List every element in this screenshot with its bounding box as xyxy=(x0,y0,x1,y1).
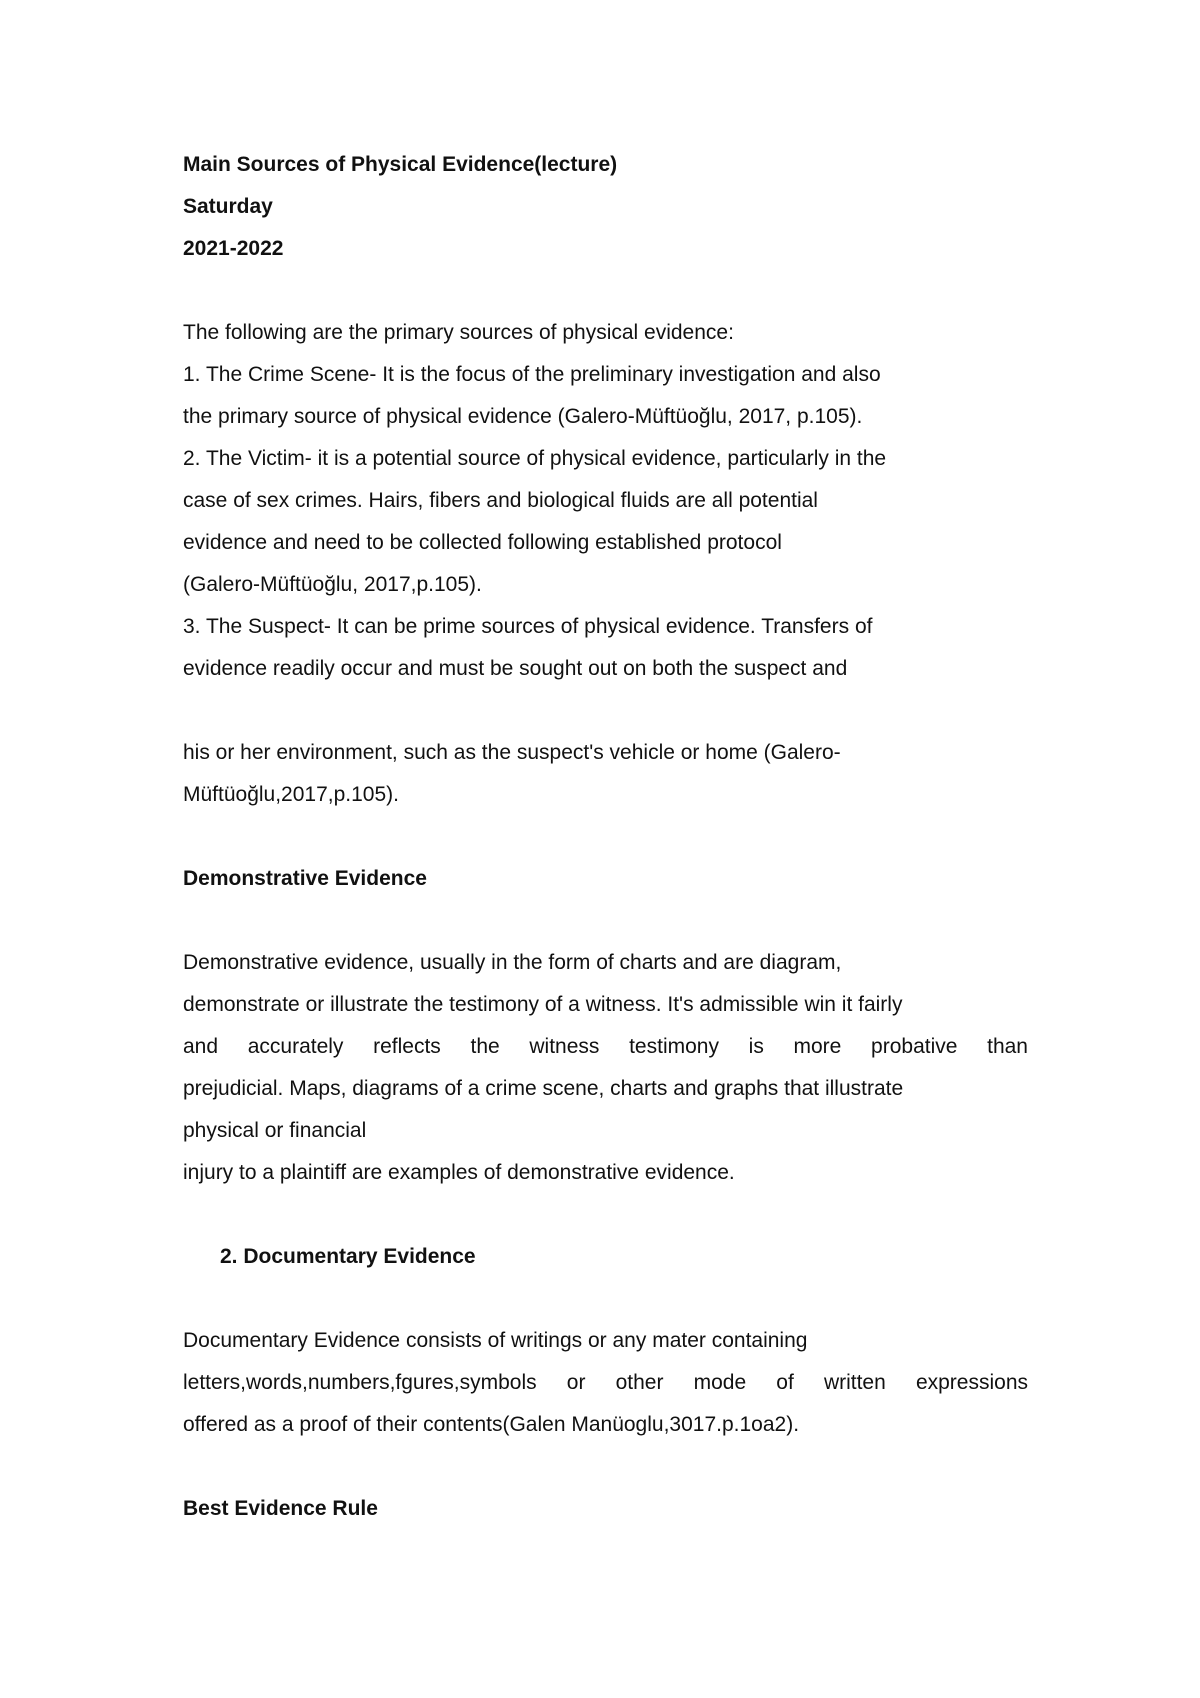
demonstrative-paragraph-line: prejudicial. Maps, diagrams of a crime scene, charts and graphs that illustrate xyxy=(183,1077,904,1100)
year-label: 2021-2022 xyxy=(183,237,284,260)
source-item-suspect-cont-3: Müftüoğlu,2017,p.105). xyxy=(183,783,399,806)
demonstrative-paragraph-line: demonstrate or illustrate the testimony of a witness. It's admissible win it fairly xyxy=(183,993,903,1016)
spacer xyxy=(183,1446,1028,1488)
documentary-heading: 2. Documentary Evidence xyxy=(220,1245,476,1268)
source-item-suspect-cont-1: evidence readily occur and must be sought out on both the suspect and xyxy=(183,657,848,680)
demonstrative-paragraph-line: injury to a plaintiff are examples of demonstrative evidence. xyxy=(183,1161,735,1184)
spacer xyxy=(183,1278,1028,1320)
demonstrative-heading: Demonstrative Evidence xyxy=(183,867,427,890)
demonstrative-paragraph-line: physical or financial xyxy=(183,1119,367,1142)
source-item-victim: 2. The Victim- it is a potential source of physical evidence, particularly in the xyxy=(183,447,887,470)
best-evidence-heading: Best Evidence Rule xyxy=(183,1497,378,1520)
source-item-victim-cont-1: case of sex crimes. Hairs, fibers and biological fluids are all potential xyxy=(183,489,818,512)
source-item-victim-cont-3: (Galero-Müftüoğlu, 2017,p.105). xyxy=(183,573,482,596)
source-item-crime-scene: 1. The Crime Scene- It is the focus of the preliminary investigation and also xyxy=(183,363,881,386)
spacer xyxy=(183,1194,1028,1236)
spacer xyxy=(183,690,1028,732)
page-title: Main Sources of Physical Evidence(lecture) xyxy=(183,153,618,176)
sources-intro: The following are the primary sources of physical evidence: xyxy=(183,321,734,344)
source-item-victim-cont-2: evidence and need to be collected following established protocol xyxy=(183,531,782,554)
spacer xyxy=(183,900,1028,942)
day-label: Saturday xyxy=(183,195,273,218)
demonstrative-paragraph-line: Demonstrative evidence, usually in the form of charts and are diagram, xyxy=(183,951,842,974)
documentary-paragraph-line: offered as a proof of their contents(Galen Manüoglu,3017.p.1oa2). xyxy=(183,1413,800,1436)
source-item-suspect: 3. The Suspect- It can be prime sources of physical evidence. Transfers of xyxy=(183,615,873,638)
documentary-paragraph-line: letters,words,numbers,fgures,symbols or other mode of written expressions xyxy=(183,1371,1028,1394)
source-item-suspect-cont-2: his or her environment, such as the suspect's vehicle or home (Galero- xyxy=(183,741,841,764)
demonstrative-paragraph-line: and accurately reflects the witness testimony is more probative than xyxy=(183,1035,1028,1058)
source-item-crime-scene-cont: the primary source of physical evidence (Galero-Müftüoğlu, 2017, p.105). xyxy=(183,405,863,428)
spacer xyxy=(183,270,1028,312)
documentary-paragraph-line: Documentary Evidence consists of writings or any mater containing xyxy=(183,1329,808,1352)
spacer xyxy=(183,816,1028,858)
document-body xyxy=(183,144,1028,1530)
